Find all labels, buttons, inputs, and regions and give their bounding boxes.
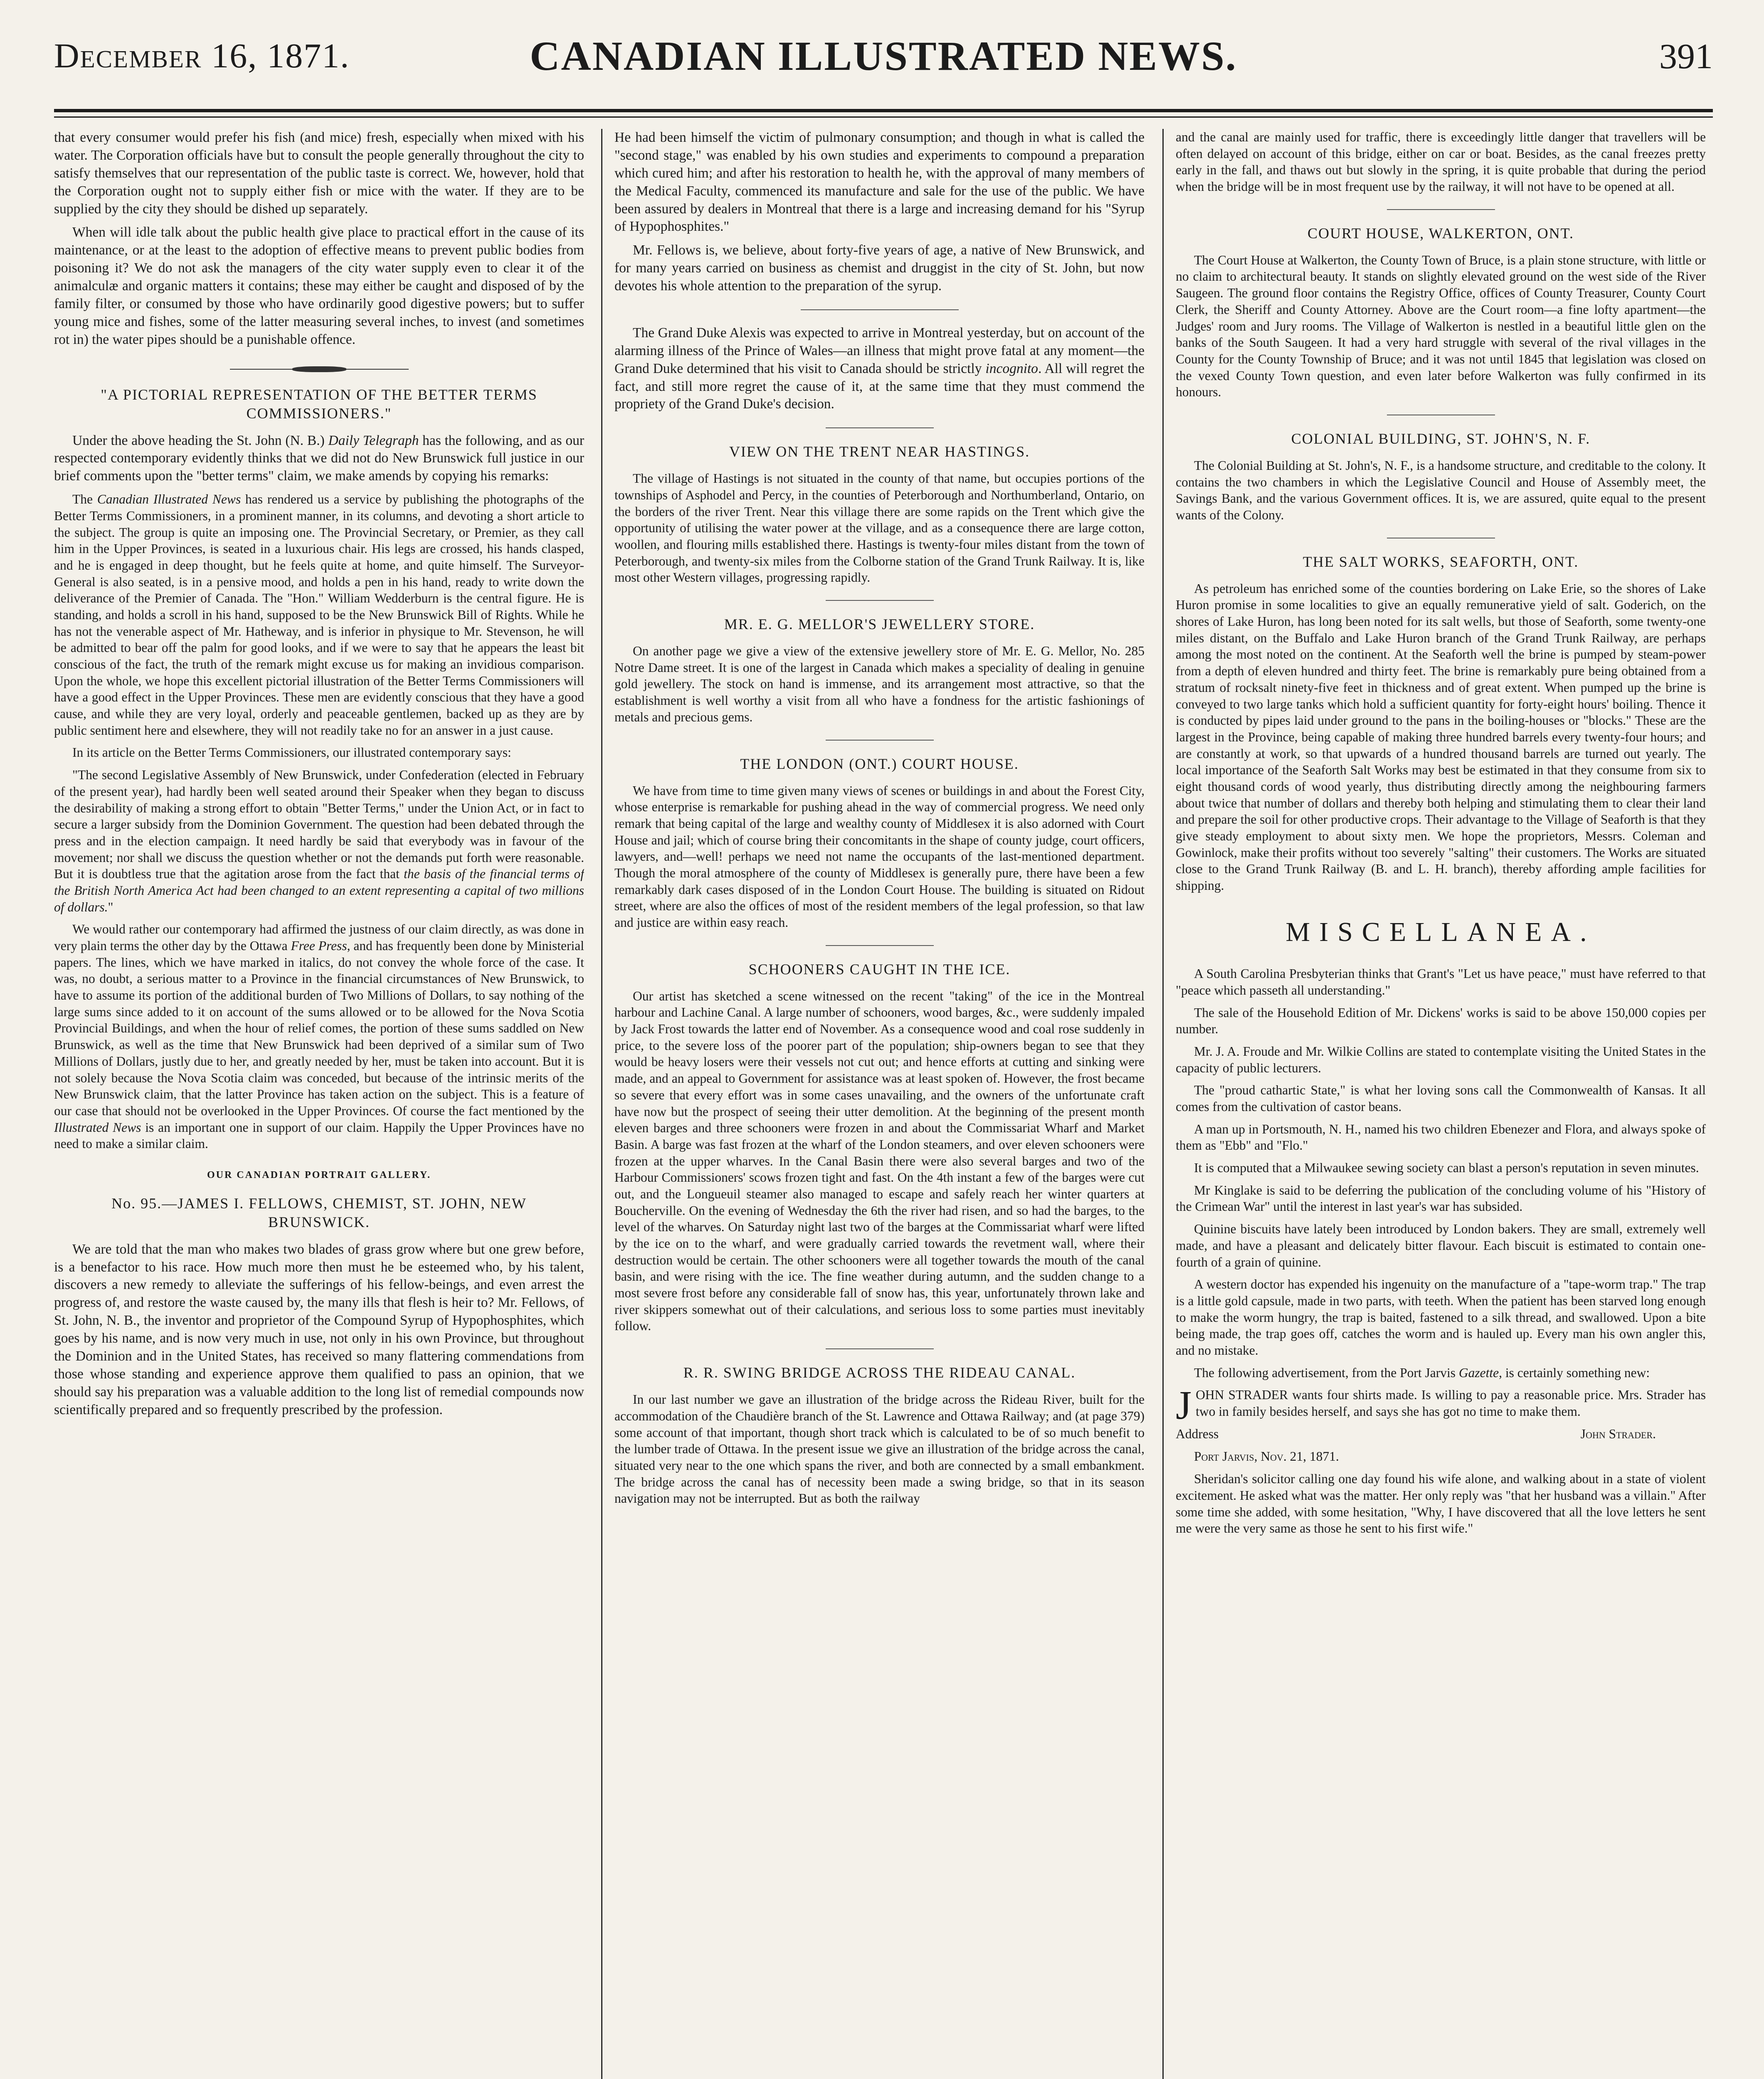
- misc-item: A South Carolina Presbyterian thinks that Grant's "Let us have peace," must have referred to that "peace which passeth all understanding.": [1176, 966, 1706, 998]
- misc-item: Mr Kinglake is said to be deferring the publication of the concluding volume of his "History of the Crimean War" until the interest in last year's war has subsided.: [1176, 1183, 1706, 1214]
- misc-item: Quinine biscuits have lately been introduced by London bakers. They are small, extremely well made, and have a pleasant and delicately bitter flavour. Each biscuit is estimated to contain one-fourth of a grain of quinine.: [1176, 1222, 1706, 1269]
- page-number: 391: [1659, 36, 1713, 76]
- section-divider: [826, 945, 934, 946]
- section-divider: [826, 600, 934, 601]
- article-paragraph: that every consumer would prefer his fish (and mice) fresh, especially when mixed with his water. The Corporation officials have but to consult the people generally throughout the city to satisfy themselves that our representation of the public taste is correct. We, however, hold that the Corporation ought not to supply either fish or mice with the water. If they are to be supplied by the city they should be dished up separately.: [54, 130, 584, 217]
- headline-mellor: MR. E. G. MELLOR'S JEWELLERY STORE.: [724, 616, 1035, 633]
- article-paragraph: The Grand Duke Alexis was expected to arrive in Montreal yesterday, but on account of the alarming illness of the Prince of Wales—an illness that might prove fatal at any moment—the Grand Duke determined that his visit to Canada should be strictly incognito. All will regret the fact, and still more regret the cause of it, at the same time that they must commend the propriety of the Grand Duke's decision.: [614, 325, 1145, 412]
- column-divider: [601, 129, 602, 2079]
- advertisement-dateline: Port Jarvis, Nov. 21, 1871.: [1194, 1449, 1339, 1464]
- issue-date: December 16, 1871.: [54, 37, 350, 75]
- section-title-miscellanea: MISCELLANEA.: [1285, 916, 1596, 947]
- advertisement: JOHN STRADER wants four shirts made. Is willing to pay a reasonable price. Mrs. Strader has two in family besides herself, and says she has got no time to make them.: [1176, 1383, 1706, 1428]
- headline-colonial-building: COLONIAL BUILDING, ST. JOHN'S, N. F.: [1291, 430, 1591, 447]
- column-2: [614, 129, 1145, 2079]
- article-paragraph: Under the above heading the St. John (N. B.) Daily Telegraph has the following, and as our respected contemporary evidently thinks that we did not do New Brunswick full justice in our brief comments upon the "better terms" claim, we make amends by copying his remarks:: [54, 432, 584, 484]
- misc-item: A man up in Portsmouth, N. H., named his two children Ebenezer and Flora, and always spoke of them as "Ebb" and "Flo.": [1176, 1121, 1706, 1153]
- section-divider: [826, 427, 934, 428]
- article-paragraph: Mr. Fellows is, we believe, about forty-five years of age, a native of New Brunswick, and for many years carried on business as chemist and druggist in the city of St. John, but now devotes his whole attention to the preparation of the syrup.: [614, 242, 1145, 294]
- advertisement-signature: Address John Strader.: [1176, 1426, 1656, 1441]
- masthead-rule: [54, 109, 1713, 112]
- section-ornament: [230, 365, 409, 373]
- headline-london-court-house: THE LONDON (ONT.) COURT HOUSE.: [740, 755, 1019, 772]
- article-paragraph: In our last number we gave an illustration of the bridge across the Rideau River, built for the accommodation of the Chaudière branch of the St. Lawrence and Ottawa Railway; and (at page 379) some account of that important, though short track which is calculated to be of so much benefit to the lumber trade of Ottawa. In the present issue we give an illustration of the bridge across the canal, situated very near to the one which spans the river, and both are connected by a small embankment. The bridge across the canal has of necessity been made a swing bridge, so that in its season navigation may not be interrupted. But as both the railway: [614, 1392, 1145, 1506]
- column-divider: [1162, 129, 1164, 2079]
- misc-item: It is computed that a Milwaukee sewing society can blast a person's reputation in seven minutes.: [1194, 1160, 1699, 1175]
- misc-item: The following advertisement, from the Port Jarvis Gazette, is certainly something new:: [1194, 1365, 1650, 1380]
- headline-walkerton: COURT HOUSE, WALKERTON, ONT.: [1307, 225, 1574, 242]
- article-paragraph: We have from time to time given many views of scenes or buildings in and about the Forest City, whose enterprise is remarkable for pushing ahead in the way of commercial progress. We need only remark that being capital of the large and wealthy county of Middlesex it is also adorned with Court House and jail; which of course bring their concomitants in the shape of county judge, court officers, lawyers, and—well! perhaps we need not name the occupants of the last-mentioned department. Though the moral atmosphere of the county of Middlesex is generally pure, there have been a few remarkably dark cases disposed of in the London Court House. The building is situated on Ridout street, where are also the offices of most of the resident members of the legal profession, so that law and justice are within easy reach.: [614, 783, 1145, 930]
- column-3: [1176, 129, 1706, 2079]
- masthead: [54, 17, 1713, 121]
- quoted-paragraph: "The second Legislative Assembly of New Brunswick, under Confederation (elected in February of the present year), had hardly been well seated around their Speaker when they began to discuss the desirability of making a strong effort to obtain "Better Terms," under the Union Act, or in fact to secure a larger subsidy from the Dominion Government. The question had been debated through the press and in the election campaign. It need hardly be said that everybody was in favour of the movement; nor shall we discuss the question whether or not the demands put forth were reasonable. But it is doubtless true that the agitation arose from the fact that the basis of the financial terms of the British North America Act had been changed to an extent representing a capital of two millions of dollars.": [54, 768, 584, 914]
- misc-item: A western doctor has expended his ingenuity on the manufacture of a "tape-worm trap." The trap is a little gold capsule, made in two parts, with teeth. When the patient has been starved long enough to make the worm hungry, the trap is baited, fastened to a silk thread, and swallowed. Upon a bite being made, the trap goes off, catches the worm and is hauled up. Every man his own angler this, and no mistake.: [1176, 1277, 1706, 1358]
- article-paragraph: As petroleum has enriched some of the counties bordering on Lake Erie, so the shores of Lake Huron promise in some localities to give an equally remunerative yield of salt. Goderich, on the shores of Lake Huron, has long been noted for its salt wells, but those of Seaforth, some twenty-one miles distant, on the Buffalo and Lake Huron branch of the Grand Trunk Railway, are perhaps among the most noted on the continent. At the Seaforth well the brine is pumped by steam-power from a depth of eleven hundred and thirty feet. The brine is remarkably pure being obtained from a stratum of rocksalt ninety-five feet in thickness and of great extent. When pumped up the brine is conveyed to two large tanks which hold a sufficient quantity for forty-eight hours' boiling. Thence it is conducted by pipes laid under ground to the pans in the boiling-houses or "blocks." These are the largest in the Province, being capable of making three hundred barrels every twenty-four hours; and are constantly at work, so that upwards of a hundred thousand barrels are turned out yearly. The local importance of the Seaforth Salt Works may best be estimated in that they consume from six to eight thousand cords of wood yearly, thus distributing directly among the neighbouring farmers about twice that number of dollars and thereby both helping and stimulating them to clear their land and prepare the soil for other productive crops. Their advantage to the Village of Seaforth is that they give steady employment to about sixty men. We hope the proprietors, Messrs. Coleman and Gowinlock, make their profits without too severely "salting" their customers. The Works are situated close to the Grand Trunk Railway (B. and L. H. branch), thereby affording ample facilities for shipping.: [1176, 581, 1706, 893]
- section-divider: [826, 740, 934, 741]
- headline-salt-works: THE SALT WORKS, SEAFORTH, ONT.: [1303, 553, 1579, 570]
- section-divider: [801, 309, 959, 310]
- masthead-rule-thin: [54, 116, 1713, 118]
- section-label-portrait-gallery: OUR CANADIAN PORTRAIT GALLERY.: [207, 1169, 432, 1180]
- article-paragraph: On another page we give a view of the extensive jewellery store of Mr. E. G. Mellor, No. 285 Notre Dame street. It is one of the largest in Canada which makes a speciality of dealing in genuine gold jewellery. The stock on hand is immense, and its arrangement most attractive, so that the establishment is well worthy a visit from all who have a fondness for the artistic fashionings of metals and precious gems.: [614, 644, 1145, 724]
- quoted-paragraph: The Canadian Illustrated News has rendered us a service by publishing the photographs of the Better Terms Commissioners, in a prominent manner, in its columns, and devoting a short article to the subject. The group is quite an imposing one. The Provincial Secretary, or Premier, as they call him in the Upper Provinces, is seated in a luxurious chair. His legs are crossed, his hands clasped, and he is engaged in deep thought, but he feels quite at home, and quite himself. The Surveyor-General is also seated, is in a pensive mood, and holds a pen in his hand, ready to write down the deliverance of the Premier of Canada. The "Hon." William Wedderburn is the central figure. He is standing, and holds a scroll in his hand, supposed to be the New Brunswick Bill of Rights. While he has not the venerable aspect of Mr. Hatheway, and is inferior in physique to Mr. Stevenson, he will be admitted to bear off the palm for good looks, and if we were to say that he appears the least bit conscious of the fact, the truth of the remark might excuse us for making an invidious comparison. Upon the whole, we hope this excellent pictorial illustration of the Better Terms Commissioners will have a good effect in the Upper Provinces. These men are evidently conscious that they have a good cause, and while they are very loyal, orderly and peaceable gentlemen, backed up as they are by public sentiment here and elsewhere, they will not readily take no for an answer in a just cause.: [54, 492, 584, 738]
- newspaper-title: CANADIAN ILLUSTRATED NEWS.: [530, 33, 1237, 79]
- headline-fellows: No. 95.—JAMES I. FELLOWS, CHEMIST, ST. JOHN, NEW BRUNSWICK.: [111, 1195, 527, 1230]
- article-paragraph: Our artist has sketched a scene witnessed on the recent "taking" of the ice in the Montreal harbour and Lachine Canal. A large number of schooners, wood barges, &c., were suddenly impaled by Jack Frost towards the latter end of November. As a consequence wood and coal rose suddenly in price, to the severe loss of the poorer part of the population; ship-owners began to see that they would be heavy losers were their vessels not cut out; and hence efforts at cutting and sinking were made, and an appeal to Government for assistance was at least spoken of. However, the frost became so severe that every effort was in some cases unavailing, and the owners of the unfortunate craft have now but the prospect of seeing their utter demolition. At the beginning of the present month eleven barges and three schooners were frozen in and about the Commissariat Wharf and Market Basin. A barge was fast frozen at the wharf of the London steamers, and over eleven schooners were frozen at the upper wharves. In the Canal Basin there were also several barges and two of the Harbour Commissioners' scows frozen tight and fast. On the 4th instant a few of the barges were cut out, and the Longueuil steamer also managed to escape and safely reach her winter quarters at Boucherville. On the evening of Wednesday the 6th the river had risen, and so had the barges, to the level of the wharves. On Saturday night last two of the barges at the Commissariat wharf were lifted by the ice on to the wharf, and were gradually carried towards the revetment wall, where their destruction would be certain. The other schooners were all together towards the mouth of the canal basin, and were rising with the ice. The fine weather during autumn, and the sudden change to a most severe frost before any considerable fall of snow has, this year, unfortunately thrown lake and river skippers somewhat out of their calculations, and serious loss to some parties must inevitably follow.: [614, 988, 1145, 1333]
- article-paragraph: The Colonial Building at St. John's, N. F., is a handsome structure, and creditable to the colony. It contains the two chambers in which the Legislative Council and House of Assembly meet, the Savings Bank, and the various Government offices. It is, we are assured, quite equal to the present wants of the Colony.: [1176, 458, 1706, 522]
- section-divider: [1387, 209, 1495, 210]
- section-divider: [826, 1348, 934, 1349]
- article-paragraph: and the canal are mainly used for traffic, there is exceedingly little danger that travellers will be often delayed on account of this bridge, either on car or boat. Besides, as the canal freezes pretty early in the fall, and thaws out but slowly in the spring, it is quite probable that during the period when the bridge will be in most frequent use by the railway, it will not have to be opened at all.: [1176, 130, 1706, 194]
- article-paragraph: We are told that the man who makes two blades of grass grow where but one grew before, is a benefactor to his race. How much more then must he be esteemed who, by his talent, discovers a new remedy to alleviate the sufferings of his fellow-beings, and even arrest the progress of, and restore the waste caused by, the many ills that flesh is heir to? Mr. Fellows, of St. John, N. B., the inventor and proprietor of the Compound Syrup of Hypophosphites, which goes by his name, and is now very much in use, not only in his own Province, but throughout the Dominion and in the United States, has received so many flattering commendations from those whose standing and experience approve them qualified to pass an opinion, that we should say his preparation was a valuable addition to the long list of remedial compounds now scientifically prepared and so frequently prescribed by the profession.: [54, 1241, 584, 1417]
- article-paragraph: He had been himself the victim of pulmonary consumption; and though in what is called the "second stage," was enabled by his own studies and experiments to compound a preparation which cured him; and after his restoration to health he, with the approval of many members of the Medical Faculty, commenced its manufacture and sale for the use of the public. We have been assured by dealers in Montreal that there is a large and increasing demand for his "Syrup of Hypophosphites.": [614, 130, 1145, 235]
- misc-item: Sheridan's solicitor calling one day found his wife alone, and walking about in a state of violent excitement. He asked what was the matter. Her only reply was "that her husband was a villain." After some time she added, with some hesitation, "Why, I have discovered that all the love letters he sent me were the very same as those he sent to his first wife.": [1176, 1472, 1706, 1536]
- article-paragraph: The Court House at Walkerton, the County Town of Bruce, is a plain stone structure, with little or no claim to architectural beauty. It stands on slightly elevated ground on the west side of the River Saugeen. The ground floor contains the Registry Office, offices of County Treasurer, County Court Clerk, the Sheriff and County Attorney. Above are the Court room—a fine lofty apartment—the Judges' room and Jury rooms. The Village of Walkerton is nestled in a beautiful little glen on the banks of the South Saugeen. It had a very hard struggle with several of the rival villages in the County for the County Township of Bruce; and it was not until 1845 that legislation was closed on the vexed County Town question, and even later before Walkerton was fully confirmed in its honours.: [1176, 252, 1706, 400]
- article-paragraph: When will idle talk about the public health give place to practical effort in the cause of its maintenance, or at the least to the adoption of effective means to prevent public bodies from poisoning it? We do not ask the managers of the city water supply even to clear it of the animalculæ and organic matters it contains; these may either be caught and disposed of by the family filter, or consumed by those who have ordinarily good digestive powers; but to suffer young mice and fishes, some of the latter measuring several inches, to invest (and sometimes rot in) the water pipes should be a punishable offence.: [54, 225, 584, 347]
- misc-item: The "proud cathartic State," is what her loving sons call the Commonwealth of Kansas. It all comes from the cultivation of castor beans.: [1176, 1083, 1706, 1114]
- headline-better-terms: "A PICTORIAL REPRESENTATION OF THE BETTER TERMS COMMISSIONERS.": [101, 386, 538, 422]
- drop-cap: J: [1176, 1383, 1192, 1428]
- article-paragraph: The village of Hastings is not situated in the county of that name, but occupies portions of the townships of Asphodel and Percy, in the counties of Peterborough and Northumberland, Ontario, on the borders of the river Trent. Near this village there are some rapids on the Trent which give the opportunity of utilising the water power at the village, and as a consequence there are large cotton, woollen, and flouring mills established there. Hastings is twenty-four miles distant from the town of Peterborough, and twenty-six miles from the Colborne station of the Grand Trunk Railway. It is, like most other Western villages, progressing rapidly.: [614, 471, 1145, 585]
- headline-trent: VIEW ON THE TRENT NEAR HASTINGS.: [729, 443, 1030, 460]
- article-paragraph: We would rather our contemporary had affirmed the justness of our claim directly, as was done in very plain terms the other day by the Ottawa Free Press, and has frequently been done by Ministerial papers. The lines, which we have marked in italics, do not convey the whole force of the case. It was, no doubt, a serious matter to a Province in the financial circumstances of New Brunswick, to have to assume its portion of the additional burden of Two Millions of Dollars, to say nothing of the large sums since added to it on account of the sums allowed or to be allowed for the Nova Scotia Provincial Buildings, and when the hour of relief comes, the portion of these sums saddled on New Brunswick, as well as the time that New Brunswick had been deprived of a similar sum of Two Millions of Dollars, justly due to her, and greatly needed by her, must be taken into account. But it is not solely because the Nova Scotia claim was conceded, but because of the intrinsic merits of the New Brunswick claim, that the latter Province has taken action on the subject. This is a feature of our case that should not be overlooked in the Upper Provinces. Of course the fact mentioned by the Illustrated News is an important one in support of our claim. Happily the Upper Provinces have no need to make a similar claim.: [54, 922, 584, 1151]
- column-1: [54, 129, 584, 2079]
- misc-item: The sale of the Household Edition of Mr. Dickens' works is said to be above 150,000 copies per number.: [1176, 1005, 1706, 1037]
- headline-schooners: SCHOONERS CAUGHT IN THE ICE.: [748, 960, 1011, 978]
- misc-item: Mr. J. A. Froude and Mr. Wilkie Collins are stated to contemplate visiting the United States in the capacity of public lecturers.: [1176, 1044, 1706, 1075]
- headline-swing-bridge: R. R. SWING BRIDGE ACROSS THE RIDEAU CANAL.: [683, 1364, 1076, 1381]
- quoted-paragraph: In its article on the Better Terms Commissioners, our illustrated contemporary says:: [72, 745, 511, 760]
